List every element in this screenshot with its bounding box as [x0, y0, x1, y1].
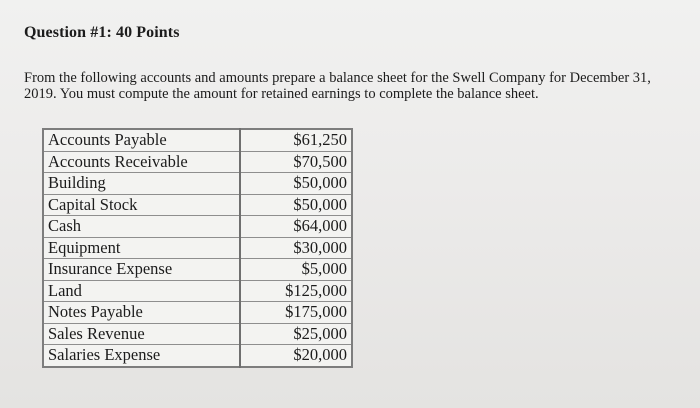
table-row [43, 345, 352, 367]
account-name: Building [43, 173, 240, 195]
table-row [43, 151, 352, 173]
table-row [43, 323, 352, 345]
account-amount: $20,000 [240, 345, 352, 367]
table-row [43, 259, 352, 281]
account-amount: $64,000 [240, 216, 352, 238]
table-row [43, 280, 352, 302]
table-row [43, 302, 352, 324]
account-name: Notes Payable [43, 302, 240, 324]
table-row [43, 129, 352, 151]
account-name: Cash [43, 216, 240, 238]
account-name: Capital Stock [43, 194, 240, 216]
account-amount: $175,000 [240, 302, 352, 324]
question-instructions: From the following accounts and amounts prepare a balance sheet for the Swell Company for December 31, 2019. You must compute the amount for retained earnings to complete the balance sheet. [24, 70, 651, 102]
accounts-table [42, 128, 353, 368]
table-row [43, 194, 352, 216]
account-amount: $50,000 [240, 194, 352, 216]
account-name: Accounts Receivable [43, 151, 240, 173]
account-amount: $25,000 [240, 323, 352, 345]
table-row [43, 237, 352, 259]
account-amount: $5,000 [240, 259, 352, 281]
question-title: Question #1: 40 Points [24, 24, 180, 41]
account-name: Sales Revenue [43, 323, 240, 345]
table-row [43, 216, 352, 238]
account-name: Insurance Expense [43, 259, 240, 281]
account-amount: $125,000 [240, 280, 352, 302]
account-name: Land [43, 280, 240, 302]
account-amount: $70,500 [240, 151, 352, 173]
account-name: Equipment [43, 237, 240, 259]
account-name: Accounts Payable [43, 129, 240, 151]
table-row [43, 173, 352, 195]
account-amount: $30,000 [240, 237, 352, 259]
account-amount: $61,250 [240, 129, 352, 151]
account-name: Salaries Expense [43, 345, 240, 367]
account-amount: $50,000 [240, 173, 352, 195]
